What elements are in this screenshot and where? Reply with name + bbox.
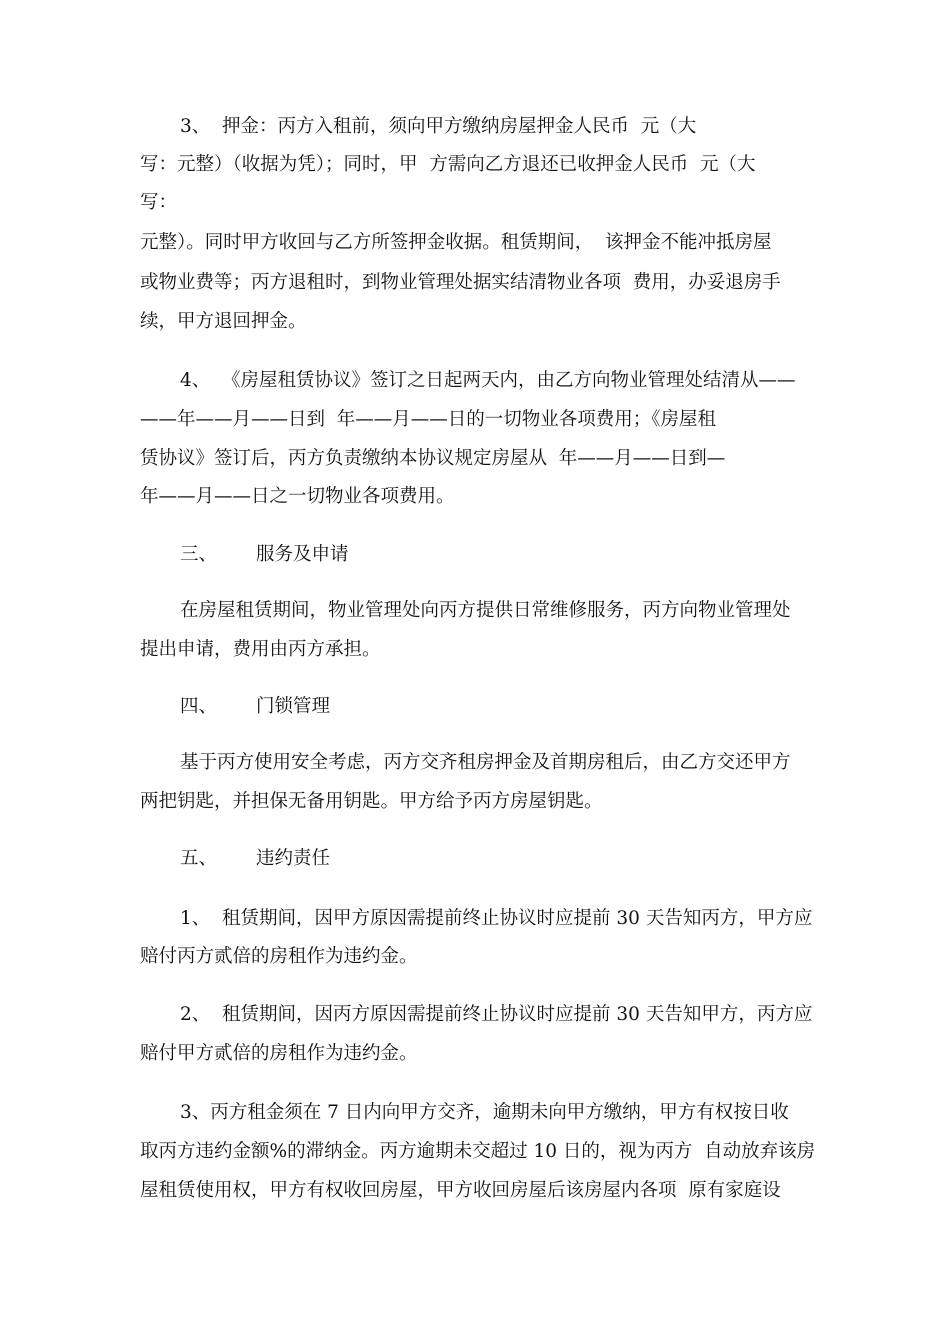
section-5-item-1-line-1: 1、 租赁期间，因甲方原因需提前终止协议时应提前 30 天告知丙方，甲方应 — [180, 908, 813, 929]
clause-4-line-2: ——年——月——日到 年——月——日的一切物业各项费用；《房屋租 — [140, 409, 717, 430]
section-5-item-3-line-2: 取丙方违约金额%的滞纳金。丙方逾期未交超过 10 日的，视为丙方 自动放弃该房 — [140, 1141, 816, 1162]
section-3-heading: 服务及申请 — [256, 544, 349, 565]
clause-4-line-3: 赁协议》签订后，丙方负责缴纳本协议规定房屋从 年——月——日到— — [140, 448, 726, 469]
section-5-heading: 违约责任 — [256, 848, 331, 869]
section-4-number: 四、 — [180, 696, 218, 717]
section-5-item-1-line-2: 赔付丙方贰倍的房租作为违约金。 — [140, 946, 418, 967]
section-5-item-2-line-2: 赔付甲方贰倍的房租作为违约金。 — [140, 1043, 418, 1064]
section-3-number: 三、 — [180, 544, 218, 565]
section-5-item-2-line-1: 2、 租赁期间，因丙方原因需提前终止协议时应提前 30 天告知甲方，丙方应 — [180, 1004, 813, 1025]
clause-3-line-3: 写： — [140, 192, 178, 213]
section-4-heading: 门锁管理 — [256, 696, 331, 717]
clause-3-line-2: 写：元整）（收据为凭）；同时，甲 方需向乙方退还已收押金人民币 元（大 — [140, 154, 756, 175]
clause-4-line-1: 4、 《房屋租赁协议》签订之日起两天内，由乙方向物业管理处结清从—— — [180, 370, 796, 391]
clause-4-line-4: 年——月——日之一切物业各项费用。 — [140, 486, 455, 507]
section-4-line-2: 两把钥匙，并担保无备用钥匙。甲方给予丙方房屋钥匙。 — [140, 791, 603, 812]
section-5-number: 五、 — [180, 848, 218, 869]
section-3-line-2: 提出申请，费用由丙方承担。 — [140, 639, 381, 660]
clause-3-line-5: 或物业费等；丙方退租时，到物业管理处据实结清物业各项 费用，办妥退房手 — [140, 272, 781, 293]
section-4-line-1: 基于丙方使用安全考虑，丙方交齐租房押金及首期房租后，由乙方交还甲方 — [180, 752, 791, 773]
section-3-line-1: 在房屋租赁期间，物业管理处向丙方提供日常维修服务，丙方向物业管理处 — [180, 600, 791, 621]
section-5-item-3-line-3: 屋租赁使用权，甲方有权收回房屋，甲方收回房屋后该房屋内各项 原有家庭设 — [140, 1180, 781, 1201]
section-5-item-3-line-1: 3、丙方租金须在 7 日内向甲方交齐，逾期未向甲方缴纳，甲方有权按日收 — [180, 1102, 789, 1123]
clause-3-line-4: 元整）。同时甲方收回与乙方所签押金收据。租赁期间， 该押金不能冲抵房屋 — [140, 232, 772, 253]
clause-3-line-6: 续，甲方退回押金。 — [140, 311, 307, 332]
clause-3-line-1: 3、 押金：丙方入租前，须向甲方缴纳房屋押金人民币 元（大 — [180, 116, 697, 137]
